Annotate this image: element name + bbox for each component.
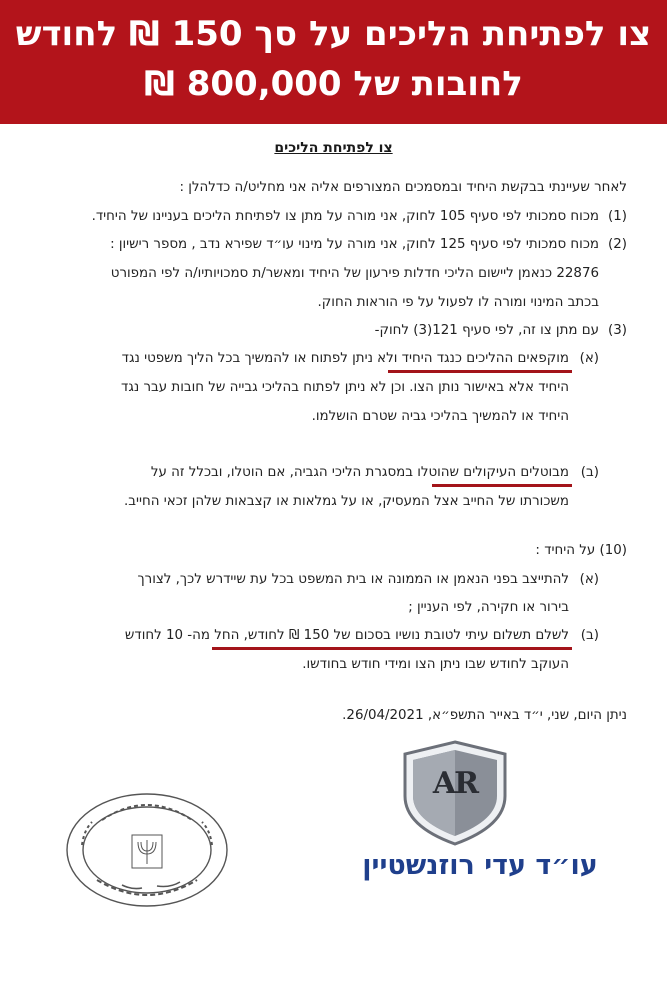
court-seal-stamp <box>62 790 232 910</box>
item-3a-line2: היחיד אלא באישור נותן הצו. וכן לא ניתן לפתוח בהליכי גבייה של חובות עבר נגד <box>121 380 569 395</box>
highlight-underline <box>432 484 572 487</box>
item-3b-line1: מבוטלים העיקולים שהוטלו במסגרת הליכי הגביה, אם הוטלו, ובכלל זה על <box>150 465 569 480</box>
item-3a-line1: מוקפאים ההליכים כנגד היחיד ולא ניתן לפתוח או להמשיך בכל הליך משפטי נגד <box>121 351 569 366</box>
item-10a-line1: להתייצב בפני הנאמן או הממונה או בית המשפט בכל עת שיידרש לכך, לצורך <box>137 572 569 587</box>
sub-item-letter: (א) <box>579 572 599 587</box>
intro-text: לאחר שעיינתי בבקשת היחיד ובמסמכים המצורפים אליה אני מחליט/ה כדלהלן : <box>179 180 627 195</box>
item-1-text: מכוח סמכותי לפי סעיף 105 לחוק, אני מורה על מתן צו לפתיחת הליכים בעניינו של היחיד. <box>91 209 599 224</box>
banner-title-line1: צו לפתיחת הליכים על סך 150 ₪ לחודש <box>15 14 652 54</box>
item-3b-line2: משכורתו של החייב אצל המעסיק, או על גמלאות או קצבאות שלהן זכאי החייב. <box>124 494 569 509</box>
logo-initials: AR <box>432 766 478 801</box>
item-2-line2: 22876 כנאמן ליישום הליכי חדלות פירעון של היחיד ומאשר/ת סמכויותיו/ה לפי המפורט <box>110 266 599 281</box>
item-2-line1: מכוח סמכותי לפי סעיף 125 לחוק, אני מורה על מינוי עו״ד שפירא נדב , מספר רישיון : <box>110 237 599 252</box>
document-heading: צו לפתיחת הליכים <box>274 140 393 156</box>
item-2-line3: בכתב המינוי ומורה לו לפעול על פי הוראות החוק. <box>317 295 599 310</box>
sub-item-letter: (ב) <box>580 465 599 480</box>
sub-item-letter: (א) <box>579 351 599 366</box>
title-banner <box>0 0 667 124</box>
item-number: (1) <box>608 209 627 224</box>
item-10-text: (10) על היחיד : <box>535 543 627 558</box>
lawyer-name: עו״ד עדי רוזנשטיין <box>362 850 598 881</box>
item-3a-line3: היחיד או להמשיך בהליכי גביה שטרם הושלמו. <box>311 409 569 424</box>
item-number: (3) <box>608 323 627 338</box>
item-3-text: עם מתן צו זה, לפי סעיף 121(3) לחוק- <box>374 323 599 338</box>
highlight-underline <box>388 370 572 373</box>
item-number: (2) <box>608 237 627 252</box>
date-line: ניתן היום, שני, י״ד באייר התשפ״א, 26/04/2021. <box>342 708 627 723</box>
item-10a-line2: בירור או חקירה, לפי העניין ; <box>408 600 569 615</box>
item-10b-line1: לשלם תשלום עיתי לטובת נושיו בסכום של 150 ₪ לחודש, החל מה- 10 לחודש <box>124 628 569 643</box>
sub-item-letter: (ב) <box>580 628 599 643</box>
highlight-underline <box>212 647 572 650</box>
banner-title-line2: לחובות של 800,000 ₪ <box>144 64 523 104</box>
lawyer-logo <box>335 738 625 898</box>
item-10b-line2: העוקב לחודש שבו ניתן הצו ומידי חודש בחודשו. <box>302 657 569 672</box>
